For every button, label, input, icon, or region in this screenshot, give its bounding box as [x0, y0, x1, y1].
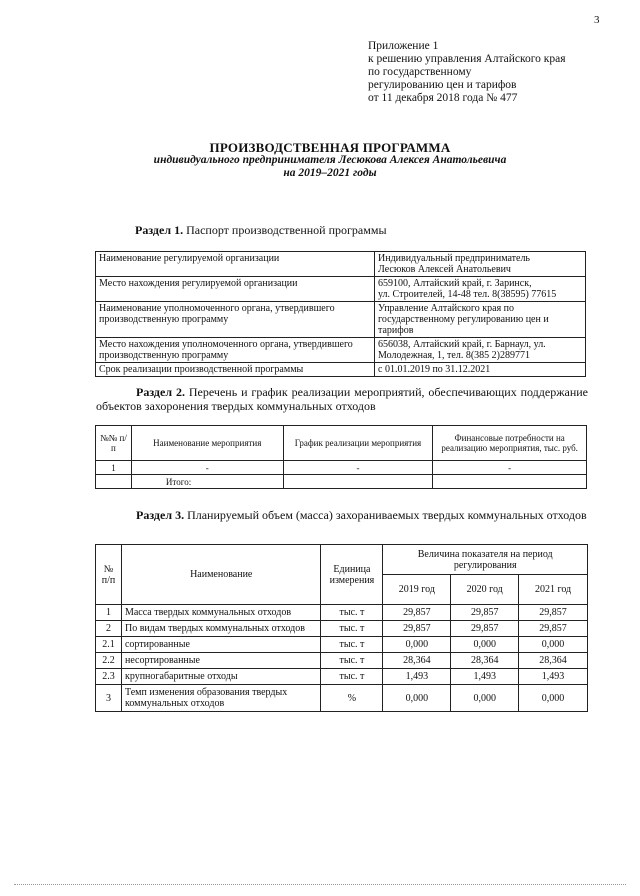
table-cell: 2.1 — [96, 637, 122, 653]
appendix-header — [368, 40, 566, 105]
year-header: 2021 год — [519, 575, 588, 605]
section-1-heading — [135, 223, 387, 237]
volume-table — [95, 544, 588, 712]
table-cell — [283, 475, 433, 489]
table-cell: несортированные — [121, 653, 321, 669]
document-title — [40, 141, 620, 180]
section-3-heading — [96, 508, 588, 522]
table-row — [96, 363, 586, 377]
passport-value-line: тарифов — [378, 325, 414, 336]
page-number: 3 — [594, 14, 600, 26]
table-cell: 29,857 — [519, 605, 588, 621]
year-header: 2020 год — [451, 575, 519, 605]
events-table — [95, 425, 587, 489]
table-cell: 29,857 — [383, 621, 451, 637]
column-header: Наименование — [121, 545, 321, 605]
column-header: №№ п/п — [96, 426, 132, 461]
table-cell: тыс. т — [321, 637, 383, 653]
table-cell: тыс. т — [321, 621, 383, 637]
section-1-label: Раздел 1. — [135, 223, 184, 237]
table-row — [96, 685, 588, 712]
table-row — [96, 277, 586, 302]
passport-value-cell — [375, 363, 586, 377]
table-row — [96, 621, 588, 637]
table-row — [96, 669, 588, 685]
table-cell — [96, 475, 132, 489]
passport-value-line: государственному регулированию цен и — [378, 314, 549, 325]
section-3-text: Планируемый объем (масса) захораниваемых твердых коммунальных отходов — [184, 508, 587, 522]
total-label: Итого: — [131, 475, 283, 489]
appendix-line: Приложение 1 — [368, 40, 439, 52]
table-cell: 29,857 — [451, 621, 519, 637]
table-cell — [433, 475, 587, 489]
passport-value-cell — [375, 338, 586, 363]
table-row — [96, 461, 587, 475]
table-cell: 2 — [96, 621, 122, 637]
page-bottom-divider — [14, 884, 626, 885]
table-row — [96, 252, 586, 277]
passport-name-cell: Место нахождения уполномоченного органа, утвердившего производственную программу — [96, 338, 375, 363]
table-cell: % — [321, 685, 383, 712]
table-row — [96, 302, 586, 338]
table-total-row — [96, 475, 587, 489]
section-2-label: Раздел 2. — [136, 385, 185, 399]
title-line-1: ПРОИЗВОДСТВЕННАЯ ПРОГРАММА — [209, 140, 451, 155]
table-cell: 0,000 — [383, 685, 451, 712]
table-row — [96, 605, 588, 621]
passport-value-cell — [375, 302, 586, 338]
table-cell: - — [283, 461, 433, 475]
table-cell: 2.3 — [96, 669, 122, 685]
passport-value-line: Лесюков Алексей Анатольевич — [378, 264, 511, 275]
passport-value-line: Управление Алтайского края по — [378, 303, 515, 314]
column-header: Величина показателя на период регулирования — [383, 545, 588, 575]
table-cell: 0,000 — [519, 685, 588, 712]
table-header-row — [96, 545, 588, 575]
table-cell: 0,000 — [451, 685, 519, 712]
column-header: Финансовые потребности на реализацию мероприятия, тыс. руб. — [433, 426, 587, 461]
passport-name-cell: Срок реализации производственной программы — [96, 363, 375, 377]
table-cell: сортированные — [121, 637, 321, 653]
table-row — [96, 653, 588, 669]
appendix-line: от 11 декабря 2018 года № 477 — [368, 92, 518, 104]
table-cell: тыс. т — [321, 653, 383, 669]
table-cell: крупногабаритные отходы — [121, 669, 321, 685]
passport-value-cell — [375, 252, 586, 277]
passport-value-line: 659100, Алтайский край, г. Заринск, — [378, 278, 532, 289]
table-cell: - — [433, 461, 587, 475]
table-cell: - — [131, 461, 283, 475]
table-cell: 1,493 — [383, 669, 451, 685]
appendix-line: к решению управления Алтайского края — [368, 53, 566, 65]
column-header: График реализации мероприятия — [283, 426, 433, 461]
table-cell: 28,364 — [383, 653, 451, 669]
table-header-row — [96, 426, 587, 461]
passport-value-line: ул. Строителей, 14-48 тел. 8(38595) 77615 — [378, 289, 557, 300]
table-cell: 1,493 — [519, 669, 588, 685]
passport-name-cell: Наименование регулируемой организации — [96, 252, 375, 277]
passport-value-line: Молодежная, 1, тел. 8(385 2)289771 — [378, 350, 530, 361]
table-cell: 1,493 — [451, 669, 519, 685]
table-row — [96, 637, 588, 653]
passport-value-line: с 01.01.2019 по 31.12.2021 — [378, 364, 491, 375]
table-cell: 1 — [96, 605, 122, 621]
table-cell: 0,000 — [383, 637, 451, 653]
column-header: Наименование мероприятия — [131, 426, 283, 461]
table-cell: По видам твердых коммунальных отходов — [121, 621, 321, 637]
title-line-2: индивидуального предпринимателя Лесюкова Алексея Анатольевича — [153, 154, 507, 166]
table-cell: 1 — [96, 461, 132, 475]
table-cell: 2.2 — [96, 653, 122, 669]
column-header: Единица измерения — [321, 545, 383, 605]
table-cell: тыс. т — [321, 605, 383, 621]
passport-table — [95, 251, 586, 377]
appendix-line: по государственному — [368, 66, 472, 78]
appendix-line: регулированию цен и тарифов — [368, 79, 517, 91]
year-header: 2019 год — [383, 575, 451, 605]
table-row — [96, 338, 586, 363]
table-cell: 0,000 — [519, 637, 588, 653]
column-header: № п/п — [96, 545, 122, 605]
table-cell: 29,857 — [383, 605, 451, 621]
table-cell: 3 — [96, 685, 122, 712]
section-2-text: Перечень и график реализации мероприятий, обеспечивающих поддержание объектов захоронения твердых коммунальных отходов — [96, 385, 588, 413]
title-line-3: на 2019–2021 годы — [283, 167, 377, 179]
section-3-label: Раздел 3. — [136, 508, 185, 522]
table-cell: 28,364 — [519, 653, 588, 669]
passport-value-line: 656038, Алтайский край, г. Барнаул, ул. — [378, 339, 546, 350]
table-cell: 29,857 — [519, 621, 588, 637]
passport-name-cell: Место нахождения регулируемой организации — [96, 277, 375, 302]
table-cell: Масса твердых коммунальных отходов — [121, 605, 321, 621]
passport-value-cell — [375, 277, 586, 302]
passport-value-line: Индивидуальный предприниматель — [378, 253, 530, 264]
table-cell: тыс. т — [321, 669, 383, 685]
table-cell: 0,000 — [451, 637, 519, 653]
table-cell: 29,857 — [451, 605, 519, 621]
table-cell: 28,364 — [451, 653, 519, 669]
section-2-heading — [96, 385, 588, 413]
table-cell: Темп изменения образования твердых коммунальных отходов — [121, 685, 321, 712]
section-1-text: Паспорт производственной программы — [183, 223, 387, 237]
passport-name-cell: Наименование уполномоченного органа, утвердившего производственную программу — [96, 302, 375, 338]
